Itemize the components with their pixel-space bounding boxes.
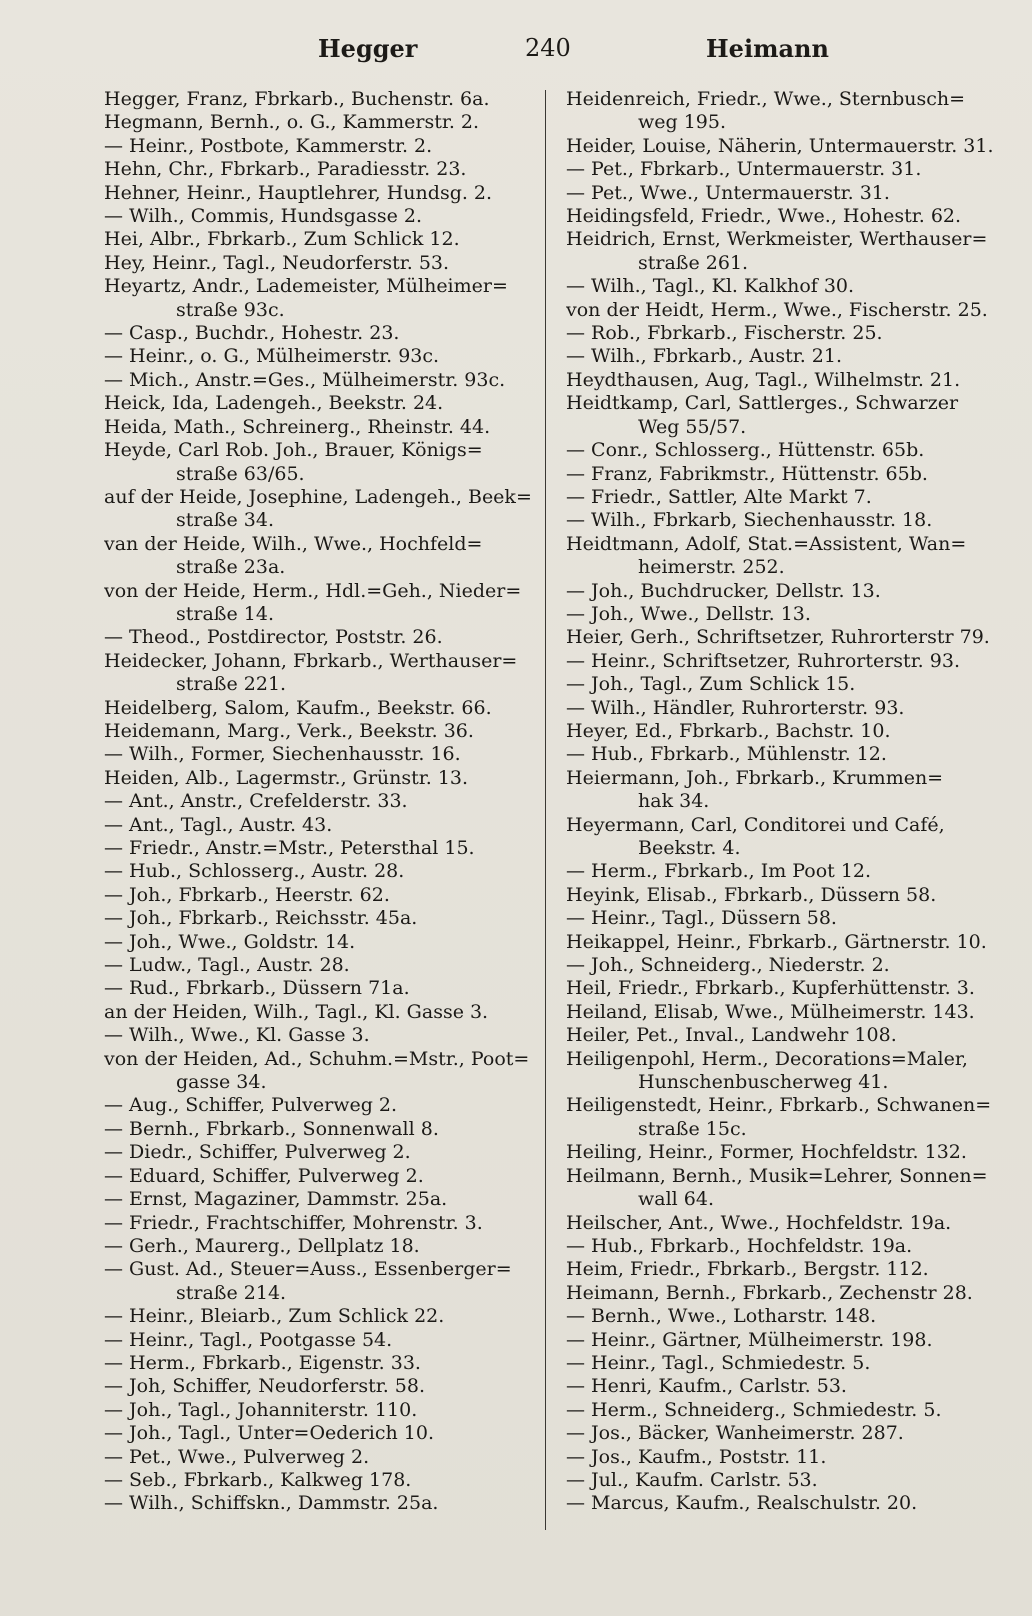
directory-entry-line: Hei, Albr., Fbrkarb., Zum Schlick 12. <box>104 228 460 251</box>
directory-entry-line: Heidecker, Johann, Fbrkarb., Werthauser= <box>104 649 518 672</box>
directory-entry-line: — Herm., Fbrkarb., Eigenstr. 33. <box>104 1351 421 1374</box>
directory-entry-line: — Friedr., Frachtschiffer, Mohrenstr. 3. <box>104 1211 483 1234</box>
directory-entry-line: Heidtkamp, Carl, Sattlerges., Schwarzer <box>566 392 959 415</box>
entry-continuation-line: straße 63/65. <box>176 462 305 485</box>
directory-entry-line: — Heinr., Tagl., Schmiedestr. 5. <box>566 1351 871 1374</box>
directory-entry-line: — Bernh., Fbrkarb., Sonnenwall 8. <box>104 1117 439 1140</box>
entry-continuation-line: heimerstr. 252. <box>638 556 785 579</box>
directory-entry-line: auf der Heide, Josephine, Ladengeh., Beek= <box>104 485 532 508</box>
directory-entry-line: Heidelberg, Salom, Kaufm., Beekstr. 66. <box>104 696 492 719</box>
directory-entry-line: Hegger, Franz, Fbrkarb., Buchenstr. 6a. <box>104 88 490 110</box>
directory-entry-line: — Ant., Anstr., Crefelderstr. 33. <box>104 790 408 813</box>
directory-entry-line: Heidrich, Ernst, Werkmeister, Werthauser= <box>566 228 988 251</box>
entry-continuation-line: hak 34. <box>638 790 710 813</box>
directory-entry-line: — Gust. Ad., Steuer=Auss., Essenberger= <box>104 1258 512 1281</box>
directory-entry-line: — Ant., Tagl., Austr. 43. <box>104 813 333 836</box>
directory-entry-line: — Heinr., Gärtner, Mülheimerstr. 198. <box>566 1328 933 1351</box>
directory-entry-line: — Joh., Schneiderg., Niederstr. 2. <box>566 954 890 977</box>
entry-continuation-line: weg 195. <box>638 111 727 134</box>
directory-entry-line: Heyer, Ed., Fbrkarb., Bachstr. 10. <box>566 719 891 742</box>
directory-entry-line: Heider, Louise, Näherin, Untermauerstr. 31. <box>566 134 994 157</box>
entry-continuation-line: straße 221. <box>176 673 287 696</box>
directory-entry-line: Heilscher, Ant., Wwe., Hochfeldstr. 19a. <box>566 1211 952 1234</box>
entry-continuation-line: straße 15c. <box>638 1117 747 1140</box>
directory-entry-line: Heick, Ida, Ladengeh., Beekstr. 24. <box>104 392 444 415</box>
directory-entry-line: — Wilh., Schiffskn., Dammstr. 25a. <box>104 1492 439 1515</box>
directory-entry-line: — Pet., Fbrkarb., Untermauerstr. 31. <box>566 158 922 181</box>
directory-entry-line: — Jos., Bäcker, Wanheimerstr. 287. <box>566 1422 904 1445</box>
directory-entry-line: — Conr., Schlosserg., Hüttenstr. 65b. <box>566 439 925 462</box>
directory-entry-line: Heyartz, Andr., Lademeister, Mülheimer= <box>104 275 508 298</box>
directory-entry-line: — Franz, Fabrikmstr., Hüttenstr. 65b. <box>566 462 928 485</box>
directory-entry-line: Heikappel, Heinr., Fbrkarb., Gärtnerstr. 10. <box>566 930 987 953</box>
directory-entry-line: — Heinr., Bleiarb., Zum Schlick 22. <box>104 1305 445 1328</box>
directory-entry-line: — Ernst, Magaziner, Dammstr. 25a. <box>104 1188 448 1211</box>
directory-entry-line: — Wilh., Former, Siechenhausstr. 16. <box>104 743 461 766</box>
directory-entry-line: — Wilh., Fbrkarb., Austr. 21. <box>566 345 843 368</box>
directory-entry-line: — Heinr., o. G., Mülheimerstr. 93c. <box>104 345 440 368</box>
directory-entry-line: Heidemann, Marg., Verk., Beekstr. 36. <box>104 719 474 742</box>
directory-entry-line: — Herm., Fbrkarb., Im Poot 12. <box>566 860 872 883</box>
directory-entry-line: Heyermann, Carl, Conditorei und Café, <box>566 813 945 836</box>
directory-entry-line: — Diedr., Schiffer, Pulverweg 2. <box>104 1141 411 1164</box>
entry-continuation-line: Hunschenbuscherweg 41. <box>638 1071 889 1094</box>
directory-entry-line: Heiermann, Joh., Fbrkarb., Krummen= <box>566 766 944 789</box>
entry-continuation-line: straße 261. <box>638 251 749 274</box>
directory-entry-line: — Henri, Kaufm., Carlstr. 53. <box>566 1375 847 1398</box>
directory-entry-line: — Wilh., Tagl., Kl. Kalkhof 30. <box>566 275 855 298</box>
directory-entry-line: Heil, Friedr., Fbrkarb., Kupferhüttenstr. 3. <box>566 977 975 1000</box>
entry-continuation-line: straße 14. <box>176 602 274 625</box>
entry-continuation-line: straße 93c. <box>176 298 285 321</box>
directory-entry-line: von der Heide, Herm., Hdl.=Geh., Nieder= <box>104 579 522 602</box>
directory-entry-line: — Joh., Wwe., Goldstr. 14. <box>104 930 356 953</box>
directory-entry-line: Heyink, Elisab., Fbrkarb., Düssern 58. <box>566 883 937 906</box>
directory-entry-line: — Joh., Fbrkarb., Reichsstr. 45a. <box>104 907 418 930</box>
directory-entry-line: — Heinr., Tagl., Düssern 58. <box>566 907 837 930</box>
directory-entry-line: Heidtmann, Adolf, Stat.=Assistent, Wan= <box>566 532 967 555</box>
directory-entry-line: Heilmann, Bernh., Musik=Lehrer, Sonnen= <box>566 1164 988 1187</box>
directory-entry-line: Heiling, Heinr., Former, Hochfeldstr. 132. <box>566 1141 967 1164</box>
directory-entry-line: Heier, Gerh., Schriftsetzer, Ruhrorterstr 79. <box>566 626 990 649</box>
directory-entry-line: — Jos., Kaufm., Poststr. 11. <box>566 1445 827 1468</box>
directory-entry-line: — Wilh., Commis, Hundsgasse 2. <box>104 205 423 228</box>
entry-continuation-line: Weg 55/57. <box>638 415 747 438</box>
right-column <box>566 88 994 1516</box>
directory-entry-line: Hehn, Chr., Fbrkarb., Paradiesstr. 23. <box>104 158 467 181</box>
directory-entry-line: von der Heidt, Herm., Wwe., Fischerstr. 25. <box>566 298 988 321</box>
directory-entry-line: Heiden, Alb., Lagermstr., Grünstr. 13. <box>104 766 469 789</box>
directory-entry-line: — Mich., Anstr.=Ges., Mülheimerstr. 93c. <box>104 368 506 391</box>
directory-entry-line: — Joh., Tagl., Johanniterstr. 110. <box>104 1398 418 1421</box>
directory-entry-line: — Friedr., Sattler, Alte Markt 7. <box>566 485 872 508</box>
column-divider <box>545 90 546 1530</box>
directory-entry-line: — Joh., Buchdrucker, Dellstr. 13. <box>566 579 881 602</box>
directory-entry-line: — Pet., Wwe., Pulverweg 2. <box>104 1445 370 1468</box>
directory-entry-line: Hegmann, Bernh., o. G., Kammerstr. 2. <box>104 111 480 134</box>
entry-continuation-line: straße 34. <box>176 509 274 532</box>
entry-continuation-line: wall 64. <box>638 1188 714 1211</box>
directory-entry-line: — Marcus, Kaufm., Realschulstr. 20. <box>566 1492 918 1515</box>
directory-entry-line: Heyde, Carl Rob. Joh., Brauer, Königs= <box>104 439 483 462</box>
directory-entry-line: Heidenreich, Friedr., Wwe., Sternbusch= <box>566 88 966 110</box>
directory-entry-line: — Hub., Fbrkarb., Hochfeldstr. 19a. <box>566 1234 913 1257</box>
directory-entry-line: — Jul., Kaufm. Carlstr. 53. <box>566 1468 818 1491</box>
directory-entry-line: — Aug., Schiffer, Pulverweg 2. <box>104 1094 398 1117</box>
header-right-catchword: Heimann <box>706 34 829 63</box>
directory-entry-line: Hehner, Heinr., Hauptlehrer, Hundsg. 2. <box>104 181 493 204</box>
directory-entry-line: — Heinr., Schriftsetzer, Ruhrorterstr. 93. <box>566 649 960 672</box>
directory-entry-line: Heiland, Elisab, Wwe., Mülheimerstr. 143. <box>566 1000 975 1023</box>
directory-entry-line: Hey, Heinr., Tagl., Neudorferstr. 53. <box>104 251 450 274</box>
directory-entry-line: an der Heiden, Wilh., Tagl., Kl. Gasse 3. <box>104 1000 489 1023</box>
directory-entry-line: Heida, Math., Schreinerg., Rheinstr. 44. <box>104 415 491 438</box>
directory-entry-line: — Ludw., Tagl., Austr. 28. <box>104 954 350 977</box>
directory-entry-line: Heimann, Bernh., Fbrkarb., Zechenstr 28. <box>566 1281 973 1304</box>
directory-entry-line: — Joh., Tagl., Unter=Oederich 10. <box>104 1422 434 1445</box>
directory-entry-line: — Wilh., Händler, Ruhrorterstr. 93. <box>566 696 905 719</box>
directory-entry-line: — Joh, Schiffer, Neudorferstr. 58. <box>104 1375 426 1398</box>
directory-entry-line: — Joh., Wwe., Dellstr. 13. <box>566 602 811 625</box>
directory-entry-line: — Gerh., Maurerg., Dellplatz 18. <box>104 1234 420 1257</box>
page-number: 240 <box>525 34 571 62</box>
directory-entry-line: — Hub., Fbrkarb., Mühlenstr. 12. <box>566 743 887 766</box>
directory-entry-line: — Heinr., Postbote, Kammerstr. 2. <box>104 134 433 157</box>
directory-entry-line: Heidingsfeld, Friedr., Wwe., Hohestr. 62. <box>566 205 962 228</box>
entry-continuation-line: straße 214. <box>176 1281 287 1304</box>
directory-entry-line: — Wilh., Wwe., Kl. Gasse 3. <box>104 1024 370 1047</box>
directory-entry-line: — Pet., Wwe., Untermauerstr. 31. <box>566 181 890 204</box>
directory-entry-line: — Bernh., Wwe., Lotharstr. 148. <box>566 1305 877 1328</box>
directory-entry-line: — Joh., Fbrkarb., Heerstr. 62. <box>104 883 390 906</box>
directory-entry-line: Heydthausen, Aug, Tagl., Wilhelmstr. 21. <box>566 368 961 391</box>
directory-entry-line: — Wilh., Fbrkarb, Siechenhausstr. 18. <box>566 509 933 532</box>
directory-entry-line: — Heinr., Tagl., Pootgasse 54. <box>104 1328 393 1351</box>
page-header <box>100 34 992 70</box>
directory-entry-line: — Herm., Schneiderg., Schmiedestr. 5. <box>566 1398 942 1421</box>
directory-entry-line: — Rob., Fbrkarb., Fischerstr. 25. <box>566 322 883 345</box>
directory-entry-line: Heiligenpohl, Herm., Decorations=Maler, <box>566 1047 968 1070</box>
directory-entry-line: — Eduard, Schiffer, Pulverweg 2. <box>104 1164 424 1187</box>
directory-entry-line: Heiler, Pet., Inval., Landwehr 108. <box>566 1024 897 1047</box>
entry-continuation-line: Beekstr. 4. <box>638 837 741 859</box>
entry-continuation-line: gasse 34. <box>176 1071 267 1094</box>
directory-entry-line: — Rud., Fbrkarb., Düssern 71a. <box>104 977 410 1000</box>
directory-entry-line: von der Heiden, Ad., Schuhm.=Mstr., Poot= <box>104 1047 530 1070</box>
directory-entry-line: van der Heide, Wilh., Wwe., Hochfeld= <box>104 532 483 555</box>
directory-entry-line: Heiligenstedt, Heinr., Fbrkarb., Schwanen= <box>566 1094 992 1117</box>
directory-entry-line: — Friedr., Anstr.=Mstr., Petersthal 15. <box>104 837 475 859</box>
header-left-catchword: Hegger <box>318 34 418 63</box>
directory-entry-line: — Casp., Buchdr., Hohestr. 23. <box>104 322 400 345</box>
directory-entry-line: Heim, Friedr., Fbrkarb., Bergstr. 112. <box>566 1258 929 1281</box>
left-column <box>104 88 534 1516</box>
directory-entry-line: — Theod., Postdirector, Poststr. 26. <box>104 626 443 649</box>
directory-entry-line: — Hub., Schlosserg., Austr. 28. <box>104 860 405 883</box>
entry-continuation-line: straße 23a. <box>176 556 286 579</box>
directory-entry-line: — Joh., Tagl., Zum Schlick 15. <box>566 673 856 696</box>
directory-entry-line: — Seb., Fbrkarb., Kalkweg 178. <box>104 1468 412 1491</box>
